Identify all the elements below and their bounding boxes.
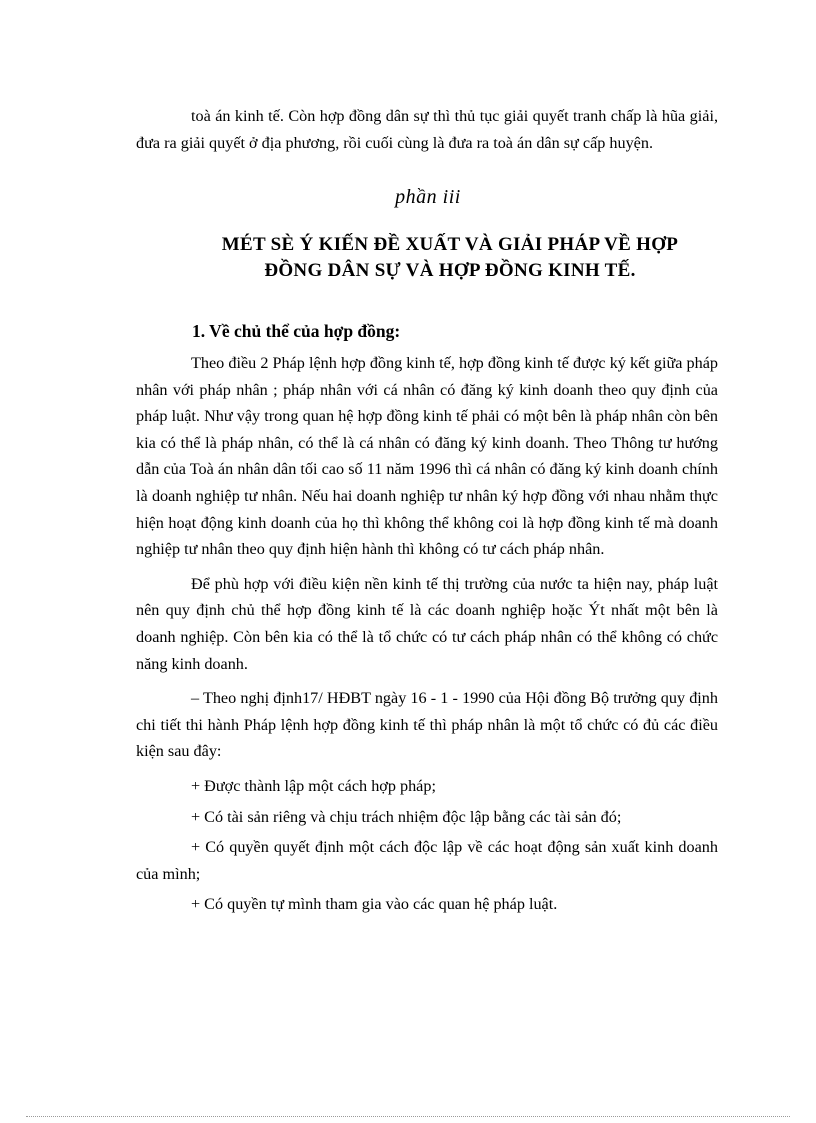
intro-paragraph xyxy=(136,103,718,156)
part-title: phần iii xyxy=(395,186,461,208)
page-footer-divider xyxy=(26,1116,790,1117)
body-text xyxy=(136,350,718,922)
main-heading xyxy=(150,232,750,284)
paragraph: Theo điều 2 Pháp lệnh hợp đồng kinh tế, hợp đồng kinh tế được ký kết giữa pháp nhân với pháp nhân ; pháp nhân với cá nhân có đăng ký kinh doanh theo quy định của pháp luật. Như vậy trong quan hệ hợp đồng kinh tế phải có một bên là pháp nhân còn bên kia có thể là pháp nhân, có thể là cá nhân có đăng ký kinh doanh. Theo Thông tư hướng dẫn của Toà án nhân dân tối cao số 11 năm 1996 thì cá nhân có đăng ký kinh doanh chính là doanh nghiệp tư nhân. Nếu hai doanh nghiệp tư nhân ký hợp đồng với nhau nhằm thực hiện hoạt động kinh doanh của họ thì không thể không coi là hợp đồng kinh tế mà doanh nghiệp tư nhân theo quy định hiện hành thì không có tư cách pháp nhân. xyxy=(136,354,718,559)
section-heading: 1. Về chủ thể của hợp đồng: xyxy=(192,321,401,341)
list-item: + Có quyền tự mình tham gia vào các quan hệ pháp luật. xyxy=(191,895,558,914)
main-heading-line-2: ĐỒNG DÂN SỰ VÀ HỢP ĐỒNG KINH TẾ. xyxy=(264,260,636,281)
intro-text: toà án kinh tế. Còn hợp đồng dân sự thì thủ tục giải quyết tranh chấp là hũa giải, đưa ra giải quyết ở địa phương, rồi cuối cùng là đưa ra toà án dân sự cấp huyện. xyxy=(136,107,718,152)
list-item: + Có tài sản riêng và chịu trách nhiệm độc lập bằng các tài sản đó; xyxy=(191,807,622,826)
list-item: + Có quyền quyết định một cách độc lập về các hoạt động sản xuất kinh doanh của mình; xyxy=(136,838,718,883)
paragraph: Để phù hợp với điều kiện nền kinh tế thị trường của nước ta hiện nay, pháp luật nên quy định chủ thể hợp đồng kinh tế là các doanh nghiệp hoặc Ýt nhất một bên là doanh nghiệp. Còn bên kia có thể là tổ chức có tư cách pháp nhân có thể không có chức năng kinh doanh. xyxy=(136,574,718,673)
list-item: + Được thành lập một cách hợp pháp; xyxy=(191,776,436,795)
paragraph: – Theo nghị định17/ HĐBT ngày 16 - 1 - 1990 của Hội đồng Bộ trưởng quy định chi tiết thi hành Pháp lệnh hợp đồng kinh tế thì pháp nhân là một tổ chức có đủ các điều kiện sau đây: xyxy=(136,689,718,761)
main-heading-line-1: MÉT SÈ Ý KIẾN ĐỀ XUẤT VÀ GIẢI PHÁP VỀ HỢP xyxy=(221,234,679,255)
